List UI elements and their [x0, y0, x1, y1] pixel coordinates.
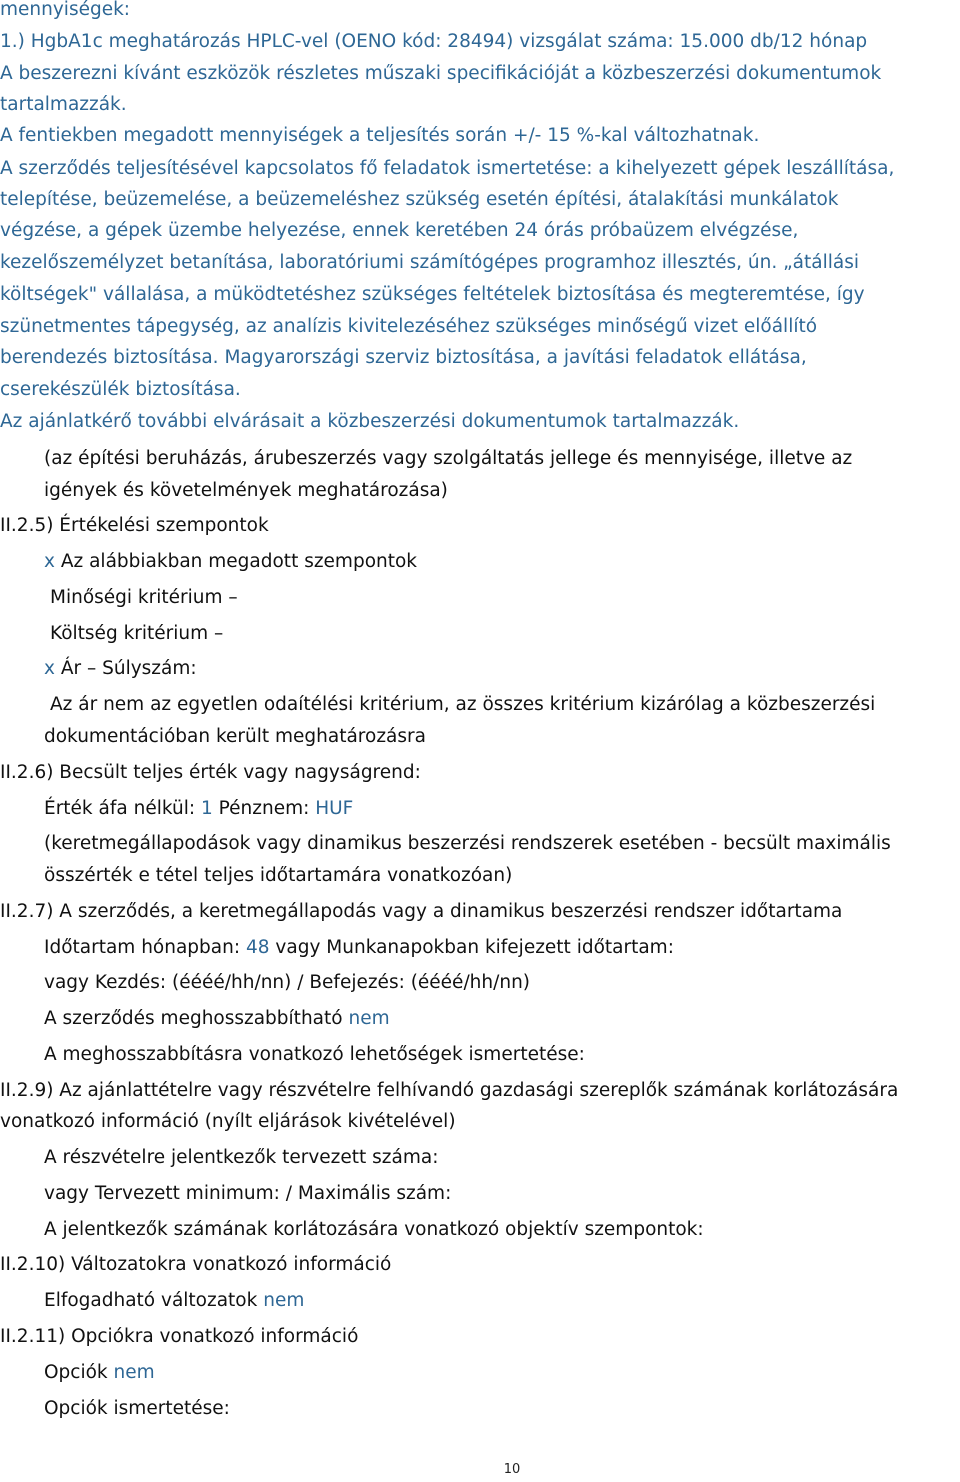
top-text-line: A beszerezni kívánt eszközök részletes műszaki specifikációját a közbeszerzési dokumentumok: [0, 63, 882, 84]
top-text-line: szünetmentes tápegység, az analízis kivitelezéséhez szükséges minőségű vizet előállító: [0, 316, 818, 337]
extension-desc: A meghosszabbításra vonatkozó lehetőségek ismertetése:: [44, 1044, 585, 1065]
section-heading-2-2-5: II.2.5) Értékelési szempontok: [0, 515, 269, 536]
page-number: 10: [503, 1462, 521, 1477]
top-text-line: telepítése, beüzemelése, a beüzemeléshez szükség esetén építési, átalakítási munkálatok: [0, 189, 839, 210]
top-text-line: kezelőszemélyzet betanítása, laboratóriumi számítógépes programhoz illesztés, ún. „átállási: [0, 252, 860, 273]
section-heading-2-2-11: II.2.11) Opciókra vonatkozó információ: [0, 1326, 359, 1347]
price-criterion-row: [44, 656, 197, 682]
criteria-note-line: dokumentációban került meghatározásra: [44, 726, 426, 747]
extension-value: nem: [348, 1008, 390, 1029]
duration-row: [44, 935, 674, 961]
top-text-line: A fentiekben megadott mennyiségek a teljesítés során +/- 15 %-kal változhatnak.: [0, 125, 760, 146]
section-heading-2-2-10: II.2.10) Változatokra vonatkozó információ: [0, 1254, 392, 1275]
variants-row: [44, 1288, 304, 1314]
top-text-line: végzése, a gépek üzembe helyezése, ennek keretében 24 órás próbaüzem elvégzése,: [0, 220, 799, 241]
top-text-line: költségek" vállalása, a müködtetéshez szükséges feltételek biztosítása és megteremtése, így: [0, 284, 865, 305]
top-text-line: berendezés biztosítása. Magyarországi szerviz biztosítása, a javítási feladatok ellátása,: [0, 347, 807, 368]
options-desc: Opciók ismertetése:: [44, 1398, 230, 1419]
months-label: Időtartam hónapban:: [44, 937, 241, 958]
extension-row: [44, 1006, 390, 1032]
section-heading-2-2-9: II.2.9) Az ajánlattételre vagy részvételre felhívandó gazdasági szereplők számának korlátozására: [0, 1080, 899, 1101]
top-text-line: 1.) HgbA1c meghatározás HPLC-vel (OENO kód: 28494) vizsgálat száma: 15.000 db/12 hónap: [0, 31, 868, 52]
criteria-note-line: Az ár nem az egyetlen odaítélési kritérium, az összes kritérium kizárólag a közbeszerzési: [50, 694, 876, 715]
options-value: nem: [113, 1362, 155, 1383]
top-text-line: mennyiségek:: [0, 0, 131, 20]
criteria-option-row: [44, 549, 417, 575]
variants-value: nem: [263, 1290, 305, 1311]
section-heading-2-2-6: II.2.6) Becsült teljes érték vagy nagyságrend:: [0, 762, 421, 783]
planned-applicants: A részvételre jelentkezők tervezett száma:: [44, 1147, 439, 1168]
top-text-line: A szerződés teljesítésével kapcsolatos fő feladatok ismertetése: a kihelyezett gépek leszállítása,: [0, 158, 895, 179]
months-value: 48: [245, 937, 270, 958]
start-end-row: vagy Kezdés: (éééé/hh/nn) / Befejezés: (éééé/hh/nn): [44, 972, 531, 993]
options-row: [44, 1360, 155, 1386]
value-label: Érték áfa nélkül:: [44, 798, 196, 819]
top-text-line: Az ajánlatkérő további elvárásait a közbeszerzési dokumentumok tartalmazzák.: [0, 411, 740, 432]
estimated-value-row: [44, 796, 353, 822]
value-note-line: (keretmegállapodások vagy dinamikus beszerzési rendszerek esetében - becsült maximális: [44, 833, 891, 854]
price-criterion-label: Ár – Súlyszám:: [60, 658, 197, 679]
top-text-line: cserekészülék biztosítása.: [0, 379, 241, 400]
quality-criterion: Minőségi kritérium –: [50, 587, 238, 608]
checkbox-marker: x: [44, 658, 55, 679]
extension-label: A szerződés meghosszabbítható: [44, 1008, 343, 1029]
cost-criterion: Költség kritérium –: [50, 623, 224, 644]
workdays-label: vagy Munkanapokban kifejezett időtartam:: [275, 937, 674, 958]
currency: HUF: [315, 798, 354, 819]
variants-label: Elfogadható változatok: [44, 1290, 258, 1311]
desc-note-line: (az építési beruházás, árubeszerzés vagy szolgáltatás jellege és mennyisége, illetve az: [44, 448, 853, 469]
criteria-option-label: Az alábbiakban megadott szempontok: [60, 551, 418, 572]
value: 1: [200, 798, 213, 819]
value-note-line: összérték e tétel teljes időtartamára vonatkozóan): [44, 865, 513, 886]
top-text-line: tartalmazzák.: [0, 94, 127, 115]
currency-label: Pénznem:: [218, 798, 310, 819]
desc-note-line: igények és követelmények meghatározása): [44, 480, 448, 501]
section-heading-2-2-9-cont: vonatkozó információ (nyílt eljárások kivételével): [0, 1111, 456, 1132]
planned-min-max: vagy Tervezett minimum: / Maximális szám:: [44, 1183, 452, 1204]
section-heading-2-2-7: II.2.7) A szerződés, a keretmegállapodás vagy a dinamikus beszerzési rendszer időtartama: [0, 901, 843, 922]
limit-criteria: A jelentkezők számának korlátozására vonatkozó objektív szempontok:: [44, 1219, 704, 1240]
options-label: Opciók: [44, 1362, 108, 1383]
checkbox-marker: x: [44, 551, 55, 572]
